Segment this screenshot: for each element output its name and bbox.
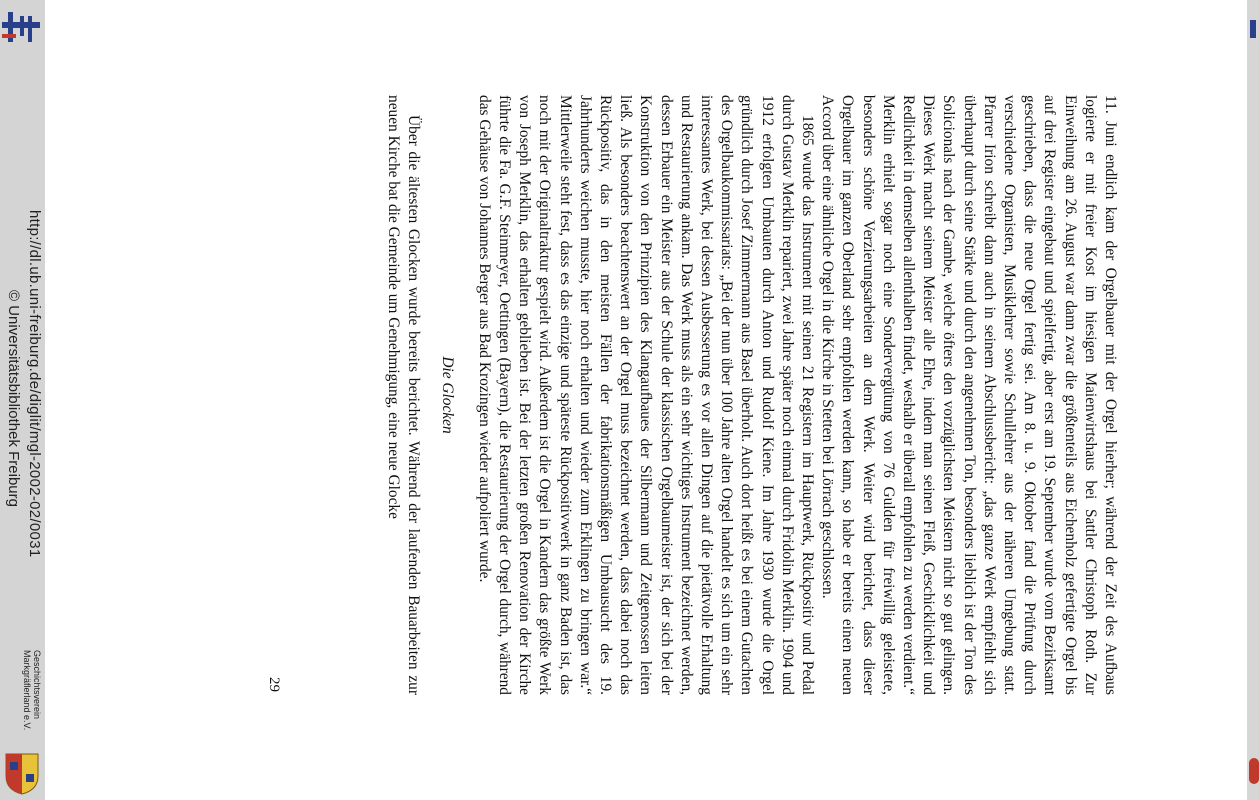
document-page [220,95,1120,695]
right-logo-mark [1250,20,1256,38]
paragraph-glocken: Über die ältesten Glocken wurde bereits berichtet. Während der laufenden Bauarbeiten zur neuen Kirche bat die Gemeinde um Genehmigung, eine neue Glocke [385,95,423,695]
page-text [383,95,1120,695]
paragraph-orgel-aufbau: 11. Juni endlich kam der Orgelbauer mit der Orgel hierher; während der Zeit des Aufbaus logierte er mit freier Kost im hiesigen Maienwirtshaus bei Sattler Christoph Roth. Zur Einweihung am 26. August war dann zwar die größtenteils aus Eichenholz gefertigte Orgel bis auf drei Register eingebaut und spielfertig, aber erst am 19. September wurde vom Bezirksamt geschrieben, dass die neue Orgel fertig sei. Am 8. u. 9. Oktober fand die Prüfung durch verschiedene Organisten, Musiklehrer sowie Schullehrer aus der näheren Umgebung statt. Pfarrer Irion schreibt dann auch in seinem Abschlussbericht: „das ganze Werk empfiehlt sich überhaupt durch seine Stärke und durch den angenehmen Ton, besonders lieblich ist der Ton des Solicionals nach der Gambe, welche öfters den vorzüglichsten Meistern nicht so gut gelingen. Dieses Werk macht seinem Meister alle Ehre, indem man seinen Fleiß, Geschicklichkeit und Redlichkeit in demselben allenthalben findet, weshalb er überall empfohlen zu werden verdient.“ Merklin erhielt sogar noch eine Sondervergütung von 76 Gulden für freiwillig geleistete, besonders schöne Verzierungsarbeiten an dem Werk. Weiter wird berichtet, dass dieser Orgelbauer im ganzen Oberland sehr empfohlen werden kann, so habe er bereits einen neuen Accord über eine ähnliche Orgel in die Kirche in Stetten bei Lörrach geschlossen. [819,95,1119,695]
sidebar-text-block [2,0,46,800]
page-number: 29 [266,677,282,692]
left-sidebar [0,0,45,800]
society-name: Geschichtsverein Markgräflerland e.V. [22,650,42,731]
section-heading: Die Glocken [439,356,457,434]
copyright-text: © Universitätsbibliothek Freiburg [5,290,22,507]
coat-of-arms-icon [4,752,40,796]
source-url[interactable]: http://dl.ub.uni-freiburg.de/diglit/mgl-2002-02/0031 [26,210,43,558]
right-crest-mark [1249,758,1259,784]
paragraph-orgel-geschichte: 1865 wurde das Instrument mit seinen 21 Registern im Hauptwerk, Rückpositiv und Pedal durch Gustav Merklin repariert, zwei Jahre später noch einmal durch Fridolin Merklin. 1904 und 1912 erfolgten Umbauten durch Anton und Rudolf Kiene. Im Jahre 1930 wurde die Orgel gründlich durch Josef Zimmermann aus Basel überholt. Auch dort heißt es bei einem Gutachten des Orgelbaukommissariats: „Bei der nun über 100 Jahre alten Orgel handelt es sich um ein sehr interessantes Werk, bei dessen Ausbesserung es vor allen Dingen auf die pietätvolle Erhaltung und Restaurierung ankam. Das Werk muss als ein sehr wichtiges Instrument bezeichnet werden, dessen Erbauer ein Meister aus der Schule der klassischen Orgelbaumeister ist, der sich bei der Konstruktion von den Prinzipien des Klangaufbaues der Silbermann und Zeitgenossen leiten ließ. Als besonders beachtenswert an der Orgel muss bezeichnet werden, dass dabei noch das Rückpositiv, das in den meisten Fällen der fabrikationsmäßigen Umbausucht des 19. Jahrhunderts weichen musste, hier noch erhalten und wieder zum Erklingen zu bringen war.“ Mittlerweile steht fest, dass es das einzige und späteste Rückpositivwerk in ganz Baden ist, das noch mit der Originaltraktur gespielt wird. Außerdem ist die Orgel in Kandern das größte Werk von Joseph Merklin, das erhalten geblieben ist. Bei der letzten großen Renovation der Kirche führte die Fa. G.F. Steinmeyer, Oettingen (Bayern), die Restaurierung der Orgel durch, während das Gehäuse von Johannes Berger aus Bad Krozingen wieder aufpoliert wurde. [475,95,816,695]
right-sidebar [1247,0,1259,800]
